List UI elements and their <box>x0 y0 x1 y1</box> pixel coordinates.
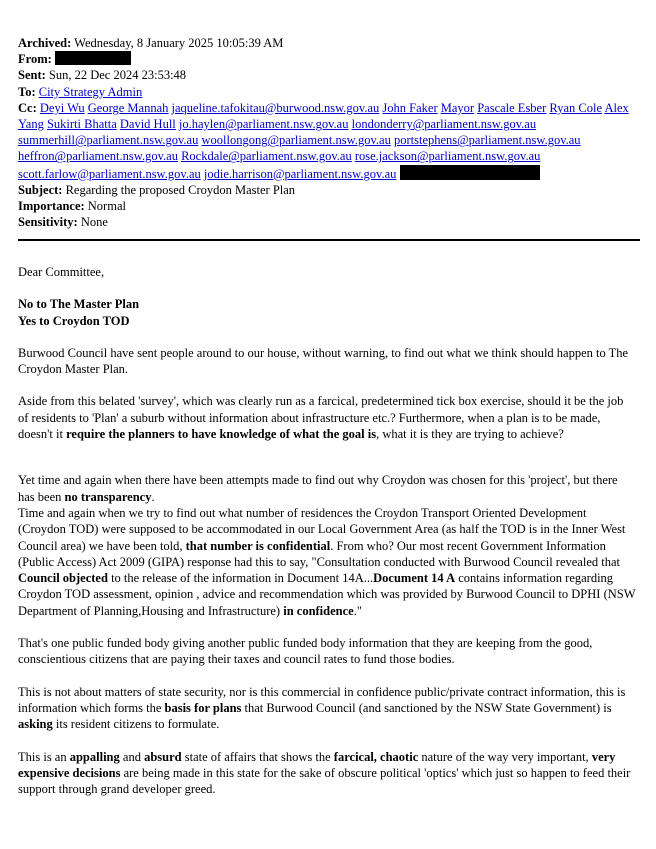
bold-run: asking <box>18 717 53 732</box>
bold-run: appalling <box>69 749 120 764</box>
text-run: , what it is they are trying to achieve? <box>376 427 564 442</box>
paragraph-3 <box>18 472 636 505</box>
bold-run: very expensive decisions <box>18 749 616 780</box>
text-run: Aside from this belated 'survey', which was clearly run as a farcical, predetermined tick box exercise, should it be the job of residents to 'Plan' a suburb without information about infrastructure etc.? Furthermore, when a plan is to be made, doesn't it <box>18 394 624 442</box>
text-run: to the release of the information in Document 14A... <box>107 571 374 586</box>
archived-value: Wednesday, 8 January 2025 10:05:39 AM <box>74 36 284 50</box>
bold-run: in confidence <box>283 603 354 618</box>
cc-row-4 <box>18 148 640 164</box>
bold-run: absurd <box>144 749 182 764</box>
heading-no-master-plan <box>18 296 636 312</box>
cc-recipient-link[interactable]: portstephens@parliament.nsw.gov.au <box>393 133 581 148</box>
from-label: From: <box>18 52 52 67</box>
cc-recipient-link[interactable]: John Faker <box>382 100 438 115</box>
sensitivity-label: Sensitivity: <box>18 215 78 230</box>
text-run: state of affairs that shows the <box>181 749 334 764</box>
cc-recipient-link[interactable]: jo.haylen@parliament.nsw.gov.au <box>178 117 349 132</box>
cc-recipient-link[interactable]: Yang <box>18 117 44 132</box>
sensitivity-row <box>18 214 640 230</box>
paragraph-2 <box>18 393 636 442</box>
text-run: nature of the way very important, <box>418 749 592 764</box>
cc-row-2 <box>18 116 640 132</box>
cc-recipient-link[interactable]: George Mannah <box>87 100 169 115</box>
subject-value: Regarding the proposed Croydon Master Plan <box>65 182 296 197</box>
paragraph-1: Burwood Council have sent people around to our house, without warning, to find out what we think should happen to The Croydon Master Plan. <box>18 345 629 377</box>
text-run: contains information regarding Croydon TOD assessment, opinion , advice and recommendation which was provided by Burwood Council to DPHI (NSW Department of Planning,Housing and Infrastructure) <box>18 571 636 618</box>
email-header <box>18 35 640 230</box>
paragraph-4 <box>18 505 636 619</box>
bold-run: Council objected <box>18 571 108 586</box>
text-run: ." <box>353 603 362 618</box>
subject-label: Subject: <box>18 182 63 197</box>
bold-run: Document 14 A <box>373 571 456 586</box>
cc-row-5 <box>18 165 640 182</box>
cc-recipient-link[interactable]: Deyi Wu <box>39 100 85 115</box>
archived-row <box>18 35 640 51</box>
redaction-box <box>400 165 540 180</box>
sensitivity-value: None <box>80 215 108 230</box>
cc-recipient-link[interactable]: heffron@parliament.nsw.gov.au <box>18 149 178 164</box>
importance-label: Importance: <box>18 199 85 214</box>
greeting: Dear Committee, <box>18 265 105 279</box>
cc-recipient-link[interactable]: Alex <box>604 100 629 115</box>
redaction-box <box>55 51 131 65</box>
cc-recipient-link[interactable]: woollongong@parliament.nsw.gov.au <box>201 133 391 148</box>
heading-text: No to The Master Plan <box>18 297 140 312</box>
cc-recipient-link[interactable]: summerhill@parliament.nsw.gov.au <box>18 133 199 148</box>
paragraph-5: That's one public funded body giving another public funded body information that they are keeping from the good, conscientious citizens that are paying their taxes and council rates to fund those bodies. <box>18 636 593 667</box>
cc-label: Cc: <box>18 100 37 115</box>
archived-label: Archived: <box>18 36 72 50</box>
from-row <box>18 51 640 67</box>
text-run: that Burwood Council (and sanctioned by the NSW State Government) is <box>241 700 612 715</box>
text-run: This is an <box>18 749 70 764</box>
to-recipient-link[interactable]: City Strategy Admin <box>38 84 143 99</box>
cc-recipient-link[interactable]: scott.farlow@parliament.nsw.gov.au <box>18 166 201 181</box>
bold-run: basis for plans <box>164 700 242 715</box>
to-row <box>18 84 640 100</box>
text-run: . From who? Our most recent Government Information (Public Access) Act 2009 (GIPA) response had this to say, "Consultation conducted with Burwood Council revealed that <box>18 538 620 569</box>
cc-recipient-link[interactable]: rose.jackson@parliament.nsw.gov.au <box>354 149 541 164</box>
header-divider <box>18 239 640 241</box>
cc-recipient-link[interactable]: Ryan Cole <box>549 100 603 115</box>
text-run: This is not about matters of state security, nor is this commercial in confidence public/private contract information, this is information which forms the <box>18 684 626 715</box>
importance-value: Normal <box>87 199 126 214</box>
sent-label: Sent: <box>18 68 46 83</box>
cc-recipient-link[interactable]: jaqueline.tafokitau@burwood.nsw.gov.au <box>171 100 380 115</box>
cc-row-3 <box>18 132 640 148</box>
text-run: and <box>119 749 145 764</box>
text-run: are being made in this state for the sake of obscure political 'optics' which just so happen to feed their support through grand developer greed. <box>18 765 631 797</box>
text-run: Yet time and again when there have been attempts made to find out why Croydon was chosen for this 'project', but there has been <box>18 473 618 504</box>
paragraph-6 <box>18 684 636 733</box>
importance-row <box>18 198 640 214</box>
to-label: To: <box>18 84 36 99</box>
bold-run: require the planners to have knowledge of what the goal is <box>66 427 377 442</box>
email-body <box>18 264 636 813</box>
paragraph-7 <box>18 749 636 798</box>
cc-recipient-link[interactable]: Pascale Esber <box>477 100 547 115</box>
cc-recipient-link[interactable]: Rockdale@parliament.nsw.gov.au <box>181 149 352 164</box>
bold-run: that number is confidential <box>185 538 331 553</box>
text-run: its resident citizens to formulate. <box>52 717 220 732</box>
cc-row-1 <box>18 100 640 116</box>
sent-value: Sun, 22 Dec 2024 23:53:48 <box>48 68 187 83</box>
cc-recipient-link[interactable]: londonderry@parliament.nsw.gov.au <box>351 117 537 132</box>
cc-recipient-link[interactable]: Sukirti Bhatta <box>46 117 117 132</box>
bold-run: farcical, chaotic <box>333 749 419 764</box>
sent-row <box>18 67 640 83</box>
cc-recipient-link[interactable]: Mayor <box>440 100 475 115</box>
heading-text: Yes to Croydon TOD <box>18 313 130 328</box>
subject-row <box>18 182 640 198</box>
bold-run: no transparency <box>64 489 152 504</box>
cc-recipient-link[interactable]: David Hull <box>119 117 176 132</box>
cc-recipient-link[interactable]: jodie.harrison@parliament.nsw.gov.au <box>203 166 397 181</box>
text-run: Time and again when we try to find out what number of residences the Croydon Transport Oriented Development (Croydon TOD) were supposed to be accommodated in our Local Government Area (as half the TOD is in the Inner West Council area) we have been told, <box>18 505 626 553</box>
heading-yes-tod <box>18 313 636 329</box>
text-run: . <box>151 489 155 504</box>
